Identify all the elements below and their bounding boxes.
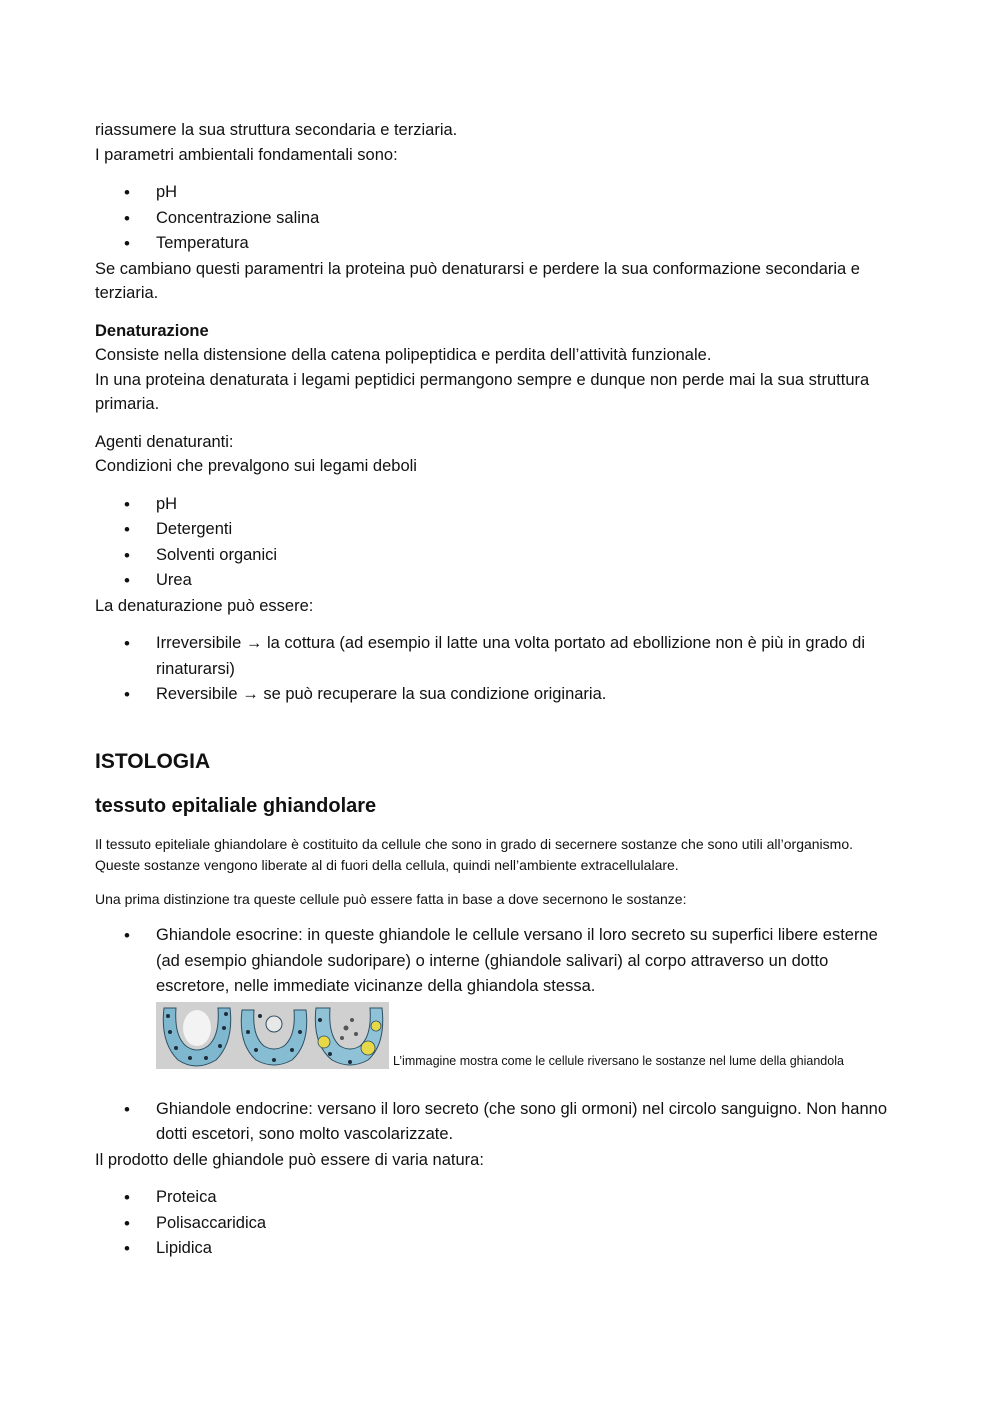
section-title: ISTOLOGIA	[95, 749, 211, 773]
istologia-paragraph-3: Una prima distinzione tra queste cellule può essere fatta in base a dove secernono le sostanze:	[95, 890, 687, 907]
intro-line-1: riassumere la sua struttura secondaria e terziaria.	[95, 121, 458, 139]
list-item: • pH	[95, 492, 905, 518]
after-params-text: Se cambiano questi paramentri la proteina può denaturarsi e perdere la sua conformazione secondaria e terziaria.	[95, 259, 860, 302]
denaturazione-line-1: Consiste nella distensione della catena polipeptidica e perdita dell’attività funzionale.	[95, 346, 712, 364]
list-item: • Proteica	[95, 1185, 905, 1211]
section-subtitle: tessuto epitaliale ghiandolare	[95, 794, 377, 817]
list-item: • Detergenti	[95, 517, 905, 543]
istologia-paragraph-2: Queste sostanze vengono liberate al di fuori della cellula, quindi nell’ambiente extracellulalare.	[95, 857, 679, 873]
type-term: Irreversibile	[156, 634, 242, 652]
list-item: • Lipidica	[95, 1236, 905, 1262]
figure-caption: L’immagine mostra come le cellule riversano le sostanze nel lume della ghiandola	[393, 1053, 844, 1068]
gland-figure	[156, 1002, 389, 1069]
denaturazione-heading: Denaturazione	[95, 321, 209, 340]
exocrine-text: Ghiandole esocrine: in queste ghiandole le cellule versano il loro secreto su superfici libere esterne (ad esempio ghiandole sudoripare) o interne (ghiandole salivari) al corpo attraverso un dotto escretore, nelle immediate vicinanze della ghiandola stessa.	[156, 926, 878, 995]
intro-line-2: I parametri ambientali fondamentali sono:	[95, 145, 398, 164]
list-item: • Ghiandole endocrine: versano il loro secreto (che sono gli ormoni) nel circolo sanguigno. Non hanno dotti escetori, sono molto vascolarizzate.	[95, 1097, 905, 1148]
types-list	[95, 631, 905, 708]
list-item: • Polisaccaridica	[95, 1211, 905, 1237]
denaturazione-line-2: In una proteina denaturata i legami peptidici permangono sempre e dunque non perde mai la sua struttura primaria.	[95, 370, 870, 413]
list-item: • pH	[95, 180, 905, 206]
list-item: • Urea	[95, 568, 905, 594]
istologia-paragraph-1: Il tessuto epiteliale ghiandolare è costituito da cellule che sono in grado di secernere sostanze che sono utili all’organismo.	[95, 835, 854, 852]
agents-subtitle: Condizioni che prevalgono sui legami deboli	[95, 457, 417, 475]
agents-title: Agenti denaturanti:	[95, 432, 234, 451]
gland-types-list-2	[95, 1097, 905, 1148]
list-item	[95, 682, 905, 708]
list-item	[95, 923, 905, 1069]
type-text: se può recuperare la sua condizione originaria.	[263, 685, 607, 703]
products-list	[95, 1185, 905, 1262]
params-list	[95, 180, 905, 257]
types-intro: La denaturazione può essere:	[95, 596, 314, 615]
arrow-icon: →	[245, 634, 263, 652]
document-page	[95, 118, 905, 1262]
gland-types-list	[95, 923, 905, 1069]
product-intro: Il prodotto delle ghiandole può essere di varia natura:	[95, 1150, 484, 1169]
list-item	[95, 631, 905, 682]
list-item: • Temperatura	[95, 231, 905, 257]
type-text: la cottura (ad esempio il latte una volta portato ad ebollizione non è più in grado di rinaturarsi)	[156, 634, 866, 678]
agents-list	[95, 492, 905, 594]
type-term: Reversibile	[156, 685, 238, 703]
list-item: • Solventi organici	[95, 543, 905, 569]
list-item: • Concentrazione salina	[95, 206, 905, 232]
arrow-icon: →	[242, 685, 259, 703]
figure-row	[156, 1002, 905, 1069]
